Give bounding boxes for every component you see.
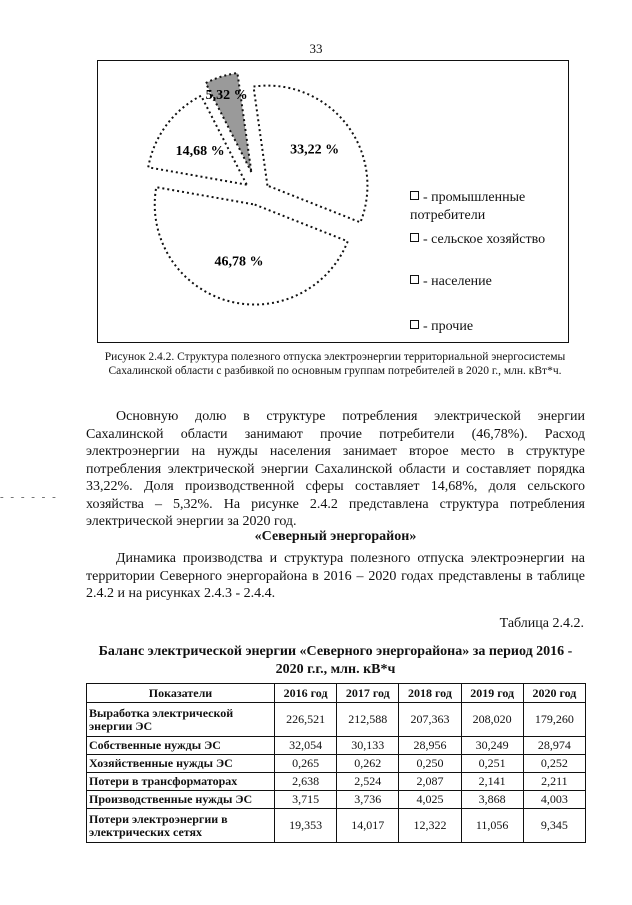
table-cell: 19,353 bbox=[275, 809, 337, 843]
row-label: Собственные нужды ЭС bbox=[87, 737, 275, 755]
table-cell: 11,056 bbox=[461, 809, 523, 843]
table-cell: 9,345 bbox=[523, 809, 585, 843]
header-cell: 2020 год bbox=[523, 684, 585, 703]
table-title: Баланс электрической энергии «Северного энергорайона» за период 2016 - 2020 г.г., млн. кВ*ч bbox=[98, 644, 573, 677]
legend-item-other bbox=[410, 318, 473, 336]
row-label: Хозяйственные нужды ЭС bbox=[87, 755, 275, 773]
table-cell: 2,524 bbox=[337, 773, 399, 791]
figure-caption: Рисунок 2.4.2. Структура полезного отпуска электроэнергии территориальной энергосистемы Сахалинской области с разбивкой по основным группам потребителей в 2020 г., млн. кВт*ч. bbox=[104, 351, 566, 377]
paragraph-dynamics: Динамика производства и структура полезного отпуска электроэнергии на территории Северного энергорайона в 2016 – 2020 годах представлены в таблице 2.4.2 и на рисунках 2.4.3 - 2.4.4. bbox=[86, 551, 585, 601]
table-cell: 207,363 bbox=[399, 703, 461, 737]
page-number: 33 bbox=[309, 41, 323, 56]
table-cell: 0,262 bbox=[337, 755, 399, 773]
row-label: Потери в трансформаторах bbox=[87, 773, 275, 791]
table-cell: 32,054 bbox=[275, 737, 337, 755]
table-row bbox=[87, 809, 586, 843]
table-row bbox=[87, 737, 586, 755]
table-cell: 12,322 bbox=[399, 809, 461, 843]
table-cell: 28,956 bbox=[399, 737, 461, 755]
slice-label: 46,78 % bbox=[214, 254, 264, 270]
slice-label: 14,68 % bbox=[175, 144, 225, 160]
legend-swatch bbox=[410, 320, 419, 329]
table-cell: 0,251 bbox=[461, 755, 523, 773]
table-cell: 0,252 bbox=[523, 755, 585, 773]
table-cell: 30,133 bbox=[337, 737, 399, 755]
slice-label: 5,32 % bbox=[205, 87, 248, 103]
legend-swatch bbox=[410, 191, 419, 200]
table-row bbox=[87, 703, 586, 737]
legend-item-population bbox=[410, 273, 492, 291]
table-cell: 14,017 bbox=[337, 809, 399, 843]
header-cell: 2016 год bbox=[275, 684, 337, 703]
table-cell: 2,211 bbox=[523, 773, 585, 791]
header-cell: 2017 год bbox=[337, 684, 399, 703]
section-heading: «Северный энергорайон» bbox=[254, 529, 417, 544]
table-cell: 208,020 bbox=[461, 703, 523, 737]
table-cell: 30,249 bbox=[461, 737, 523, 755]
balance-table bbox=[86, 683, 586, 843]
header-cell: 2018 год bbox=[399, 684, 461, 703]
paragraph-consumption: Основную долю в структуре потребления электрической энергии Сахалинской области занимают прочие потребители (46,78%). Расход электроэнергии на нужды населения занимает второе место в структуре потребления электрической энергии Сахалинской области и составляет порядка 33,22%. Доля производственной сферы составляет 14,68%, доля сельского хозяйства – 5,32%. На рисунке 2.4.2 представлена структура потребления электрической энергии за 2020 год. bbox=[86, 409, 585, 529]
legend-label: - население bbox=[423, 274, 492, 289]
row-label: Потери электроэнергии в электрических сетях bbox=[87, 809, 275, 843]
legend-item-industrial bbox=[410, 189, 525, 225]
legend-item-agriculture bbox=[410, 231, 545, 249]
table-cell: 3,715 bbox=[275, 791, 337, 809]
table-row bbox=[87, 791, 586, 809]
legend-label: - промышленные потребители bbox=[410, 190, 526, 223]
table-cell: 0,250 bbox=[399, 755, 461, 773]
legend-label: - прочие bbox=[423, 319, 474, 334]
legend-swatch bbox=[410, 275, 419, 284]
slice-label: 33,22 % bbox=[290, 142, 340, 158]
table-cell: 3,868 bbox=[461, 791, 523, 809]
table-label: Таблица 2.4.2. bbox=[499, 616, 584, 631]
table-cell: 28,974 bbox=[523, 737, 585, 755]
table-header-row bbox=[87, 684, 586, 703]
table-cell: 2,141 bbox=[461, 773, 523, 791]
table-cell: 226,521 bbox=[275, 703, 337, 737]
margin-mark: - - - - - - bbox=[0, 491, 58, 503]
table-cell: 179,260 bbox=[523, 703, 585, 737]
legend-label: - сельское хозяйство bbox=[423, 232, 546, 247]
legend-swatch bbox=[410, 233, 419, 242]
table-cell: 212,588 bbox=[337, 703, 399, 737]
header-cell: Показатели bbox=[87, 684, 275, 703]
pie-chart-frame bbox=[97, 60, 569, 343]
header-cell: 2019 год bbox=[461, 684, 523, 703]
table-row bbox=[87, 755, 586, 773]
table-cell: 4,003 bbox=[523, 791, 585, 809]
table-row bbox=[87, 773, 586, 791]
table-cell: 3,736 bbox=[337, 791, 399, 809]
table-cell: 4,025 bbox=[399, 791, 461, 809]
table-cell: 2,087 bbox=[399, 773, 461, 791]
table-cell: 0,265 bbox=[275, 755, 337, 773]
row-label: Производственные нужды ЭС bbox=[87, 791, 275, 809]
row-label: Выработка электрической энергии ЭС bbox=[87, 703, 275, 737]
table-cell: 2,638 bbox=[275, 773, 337, 791]
